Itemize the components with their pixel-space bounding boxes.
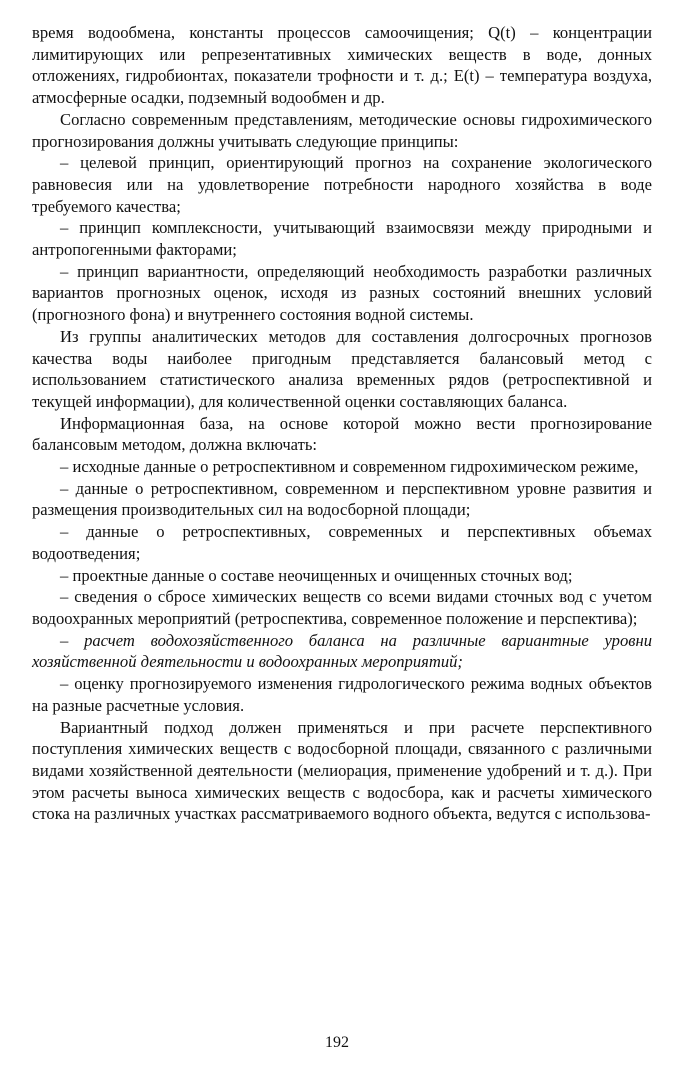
list-item-variance-principle: – принцип вариантности, определяющий необходимость разработки различных вариантов прогнозных оценок, исходя из разных состояний внешних условий (прогнозного фона) и внутреннего состояния водной системы. xyxy=(32,261,652,325)
paragraph-variant-approach: Вариантный подход должен применяться и при расчете перспективного поступления химических веществ с водосборной площади, связанного с различными видами хозяйственной деятельности (мелиорация, применение удобрений и т. д.). При этом расчеты выноса химических веществ с водосбора, как и расчеты химического стока на различных участках рассматриваемого водного объекта, ведутся с использова- xyxy=(32,717,652,824)
paragraph-intro: время водообмена, константы процессов самоочищения; Q(t) – концентрации лимитирующих или репрезентативных химических веществ в воде, донных отложениях, гидробионтах, показатели трофности и т. д.; E(t) – температура воздуха, атмосферные осадки, подземный водообмен и др. xyxy=(32,23,652,108)
list-item-water-discharge: – данные о ретроспективных, современных и перспективных объемах водоотведения; xyxy=(32,522,652,563)
paragraph-principles-intro: Согласно современным представлениям, методические основы гидрохимического прогнозирования должны учитывать следующие принципы: xyxy=(32,109,652,151)
list-item-chemical-discharge: – сведения о сбросе химических веществ со всеми видами сточных вод с учетом водоохранных мероприятий (ретроспектива, современное положение и перспектива); xyxy=(32,587,652,628)
paragraph-balance-method: Из группы аналитических методов для составления долгосрочных прогнозов качества воды наиболее пригодным представляется балансовый метод с использованием статистического анализа временных рядов (ретроспективной и текущей информации), для количественной оценки составляющих баланса. xyxy=(32,326,652,411)
list-item-productive-forces: – данные о ретроспективном, современном и перспективном уровне развития и размещения производительных сил на водосборной площади; xyxy=(32,478,652,520)
list-item-water-balance: – расчет водохозяйственного баланса на различные вариантные уровни хозяйственной деятельности и водоохранных мероприятий; xyxy=(32,630,652,672)
page-number: 192 xyxy=(325,1034,349,1051)
list-item-wastewater-composition: – проектные данные о составе неочищенных и очищенных сточных вод; xyxy=(60,565,573,585)
list-item-initial-data: – исходные данные о ретроспективном и современном гидрохимическом режиме, xyxy=(60,457,639,477)
list-item-target-principle: – целевой принцип, ориентирующий прогноз на сохранение экологического равновесия или на удовлетворение потребности народного хозяйства в воде требуемого качества; xyxy=(32,153,652,216)
paragraph-information-base: Информационная база, на основе которой можно вести прогнозирование балансовым методом, должна включать: xyxy=(32,413,652,455)
list-item-hydrological-regime: – оценку прогнозируемого изменения гидрологического режима водных объектов на разные расчетные условия. xyxy=(32,674,652,715)
list-item-complexity-principle: – принцип комплексности, учитывающий взаимосвязи между природными и антропогенными факторами; xyxy=(32,218,652,260)
